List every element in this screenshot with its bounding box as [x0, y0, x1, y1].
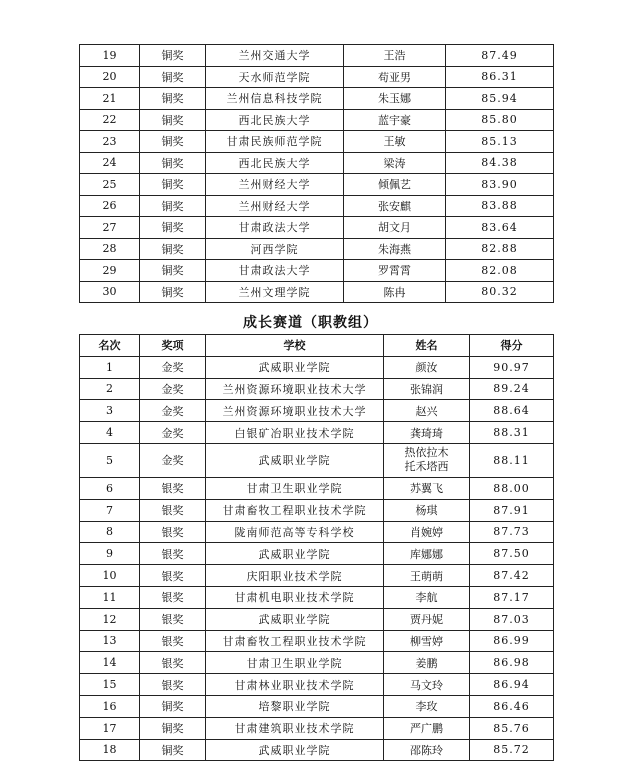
- cell-school: 庆阳职业技术学院: [206, 565, 384, 587]
- cell-score: 88.11: [470, 443, 554, 477]
- cell-award: 银奖: [140, 543, 206, 565]
- cell-award: 铜奖: [140, 260, 206, 282]
- cell-rank: 21: [80, 88, 140, 110]
- cell-award: 银奖: [140, 652, 206, 674]
- cell-school: 武威职业学院: [206, 739, 384, 761]
- table-row: [80, 739, 554, 761]
- cell-school: 甘肃畜牧工程职业技术学院: [206, 499, 384, 521]
- cell-name: 罗霄霄: [344, 260, 446, 282]
- cell-name: 杨琪: [384, 499, 470, 521]
- cell-score: 85.76: [470, 717, 554, 739]
- cell-name: 邵陈玲: [384, 739, 470, 761]
- cell-score: 86.94: [470, 674, 554, 696]
- cell-school: 兰州资源环境职业技术大学: [206, 400, 384, 422]
- section-title: 成长赛道（职教组）: [243, 315, 378, 331]
- cell-rank: 29: [80, 260, 140, 282]
- cell-rank: 1: [80, 356, 140, 378]
- cell-score: 86.46: [470, 695, 554, 717]
- cell-name: 张锦润: [384, 378, 470, 400]
- cell-school: 武威职业学院: [206, 443, 384, 477]
- cell-name: 蓝宇豪: [344, 109, 446, 131]
- cell-rank: 18: [80, 739, 140, 761]
- cell-school: 甘肃政法大学: [206, 260, 344, 282]
- cell-score: 85.80: [446, 109, 554, 131]
- cell-school: 兰州信息科技学院: [206, 88, 344, 110]
- cell-school: 甘肃卫生职业学院: [206, 652, 384, 674]
- table-row: [80, 174, 554, 196]
- table-row: [80, 152, 554, 174]
- cell-award: 金奖: [140, 400, 206, 422]
- cell-name-line: 托禾塔西: [404, 460, 449, 474]
- table-row: [80, 238, 554, 260]
- cell-score: 80.32: [446, 281, 554, 303]
- cell-school: 兰州交通大学: [206, 45, 344, 67]
- cell-school: 兰州资源环境职业技术大学: [206, 378, 384, 400]
- cell-award: 银奖: [140, 630, 206, 652]
- cell-rank: 2: [80, 378, 140, 400]
- cell-name: 柳雪婷: [384, 630, 470, 652]
- cell-school: 甘肃政法大学: [206, 217, 344, 239]
- cell-score: 88.00: [470, 477, 554, 499]
- cell-name: 胡文月: [344, 217, 446, 239]
- cell-award: 金奖: [140, 422, 206, 444]
- table-row: [80, 477, 554, 499]
- cell-score: 85.94: [446, 88, 554, 110]
- cell-school: 武威职业学院: [206, 356, 384, 378]
- cell-award: 铜奖: [140, 152, 206, 174]
- cell-rank: 27: [80, 217, 140, 239]
- cell-award: 铜奖: [140, 281, 206, 303]
- results-table-vocational: [79, 334, 554, 761]
- cell-name: 颜汝: [384, 356, 470, 378]
- cell-name: 李玫: [384, 695, 470, 717]
- cell-score: 82.88: [446, 238, 554, 260]
- cell-award: 铜奖: [140, 174, 206, 196]
- table-row: [80, 586, 554, 608]
- cell-score: 83.64: [446, 217, 554, 239]
- header-name: 姓名: [384, 335, 470, 357]
- cell-score: 87.50: [470, 543, 554, 565]
- cell-school: 甘肃林业职业技术学院: [206, 674, 384, 696]
- cell-score: 90.97: [470, 356, 554, 378]
- cell-rank: 25: [80, 174, 140, 196]
- cell-award: 金奖: [140, 378, 206, 400]
- cell-award: 银奖: [140, 499, 206, 521]
- cell-score: 86.99: [470, 630, 554, 652]
- cell-score: 88.31: [470, 422, 554, 444]
- table-row: [80, 499, 554, 521]
- cell-score: 82.08: [446, 260, 554, 282]
- cell-award: 铜奖: [140, 66, 206, 88]
- header-rank: 名次: [80, 335, 140, 357]
- table-row: [80, 260, 554, 282]
- cell-rank: 19: [80, 45, 140, 67]
- cell-rank: 6: [80, 477, 140, 499]
- cell-name: 王浩: [344, 45, 446, 67]
- header-score: 得分: [470, 335, 554, 357]
- cell-name: [384, 443, 470, 477]
- cell-award: 银奖: [140, 521, 206, 543]
- table-row: [80, 443, 554, 477]
- cell-name: 朱海燕: [344, 238, 446, 260]
- cell-school: 武威职业学院: [206, 543, 384, 565]
- cell-rank: 22: [80, 109, 140, 131]
- cell-school: 西北民族大学: [206, 152, 344, 174]
- cell-school: 培黎职业学院: [206, 695, 384, 717]
- cell-school: 兰州财经大学: [206, 195, 344, 217]
- table-row: [80, 717, 554, 739]
- cell-award: 铜奖: [140, 109, 206, 131]
- cell-name: 倾佩艺: [344, 174, 446, 196]
- cell-score: 88.64: [470, 400, 554, 422]
- cell-award: 银奖: [140, 608, 206, 630]
- table-row: [80, 45, 554, 67]
- cell-award: 银奖: [140, 586, 206, 608]
- cell-school: 河西学院: [206, 238, 344, 260]
- cell-name: 马文玲: [384, 674, 470, 696]
- table-row: [80, 131, 554, 153]
- table-row: [80, 356, 554, 378]
- cell-rank: 8: [80, 521, 140, 543]
- cell-award: 金奖: [140, 443, 206, 477]
- table-row: [80, 88, 554, 110]
- cell-rank: 20: [80, 66, 140, 88]
- header-school: 学校: [206, 335, 384, 357]
- cell-school: 甘肃畜牧工程职业技术学院: [206, 630, 384, 652]
- cell-rank: 17: [80, 717, 140, 739]
- cell-school: 天水师范学院: [206, 66, 344, 88]
- table-row: [80, 521, 554, 543]
- cell-name: 肖婉婷: [384, 521, 470, 543]
- table-row: [80, 109, 554, 131]
- cell-school: 西北民族大学: [206, 109, 344, 131]
- cell-name: 库娜娜: [384, 543, 470, 565]
- cell-name: 王敏: [344, 131, 446, 153]
- cell-school: 兰州文理学院: [206, 281, 344, 303]
- cell-rank: 28: [80, 238, 140, 260]
- cell-award: 铜奖: [140, 131, 206, 153]
- cell-rank: 24: [80, 152, 140, 174]
- cell-name: 陈冉: [344, 281, 446, 303]
- cell-rank: 10: [80, 565, 140, 587]
- cell-score: 85.13: [446, 131, 554, 153]
- cell-rank: 16: [80, 695, 140, 717]
- cell-rank: 9: [80, 543, 140, 565]
- cell-school: 甘肃民族师范学院: [206, 131, 344, 153]
- cell-score: 86.98: [470, 652, 554, 674]
- table-row: [80, 695, 554, 717]
- table-row: [80, 281, 554, 303]
- cell-score: 89.24: [470, 378, 554, 400]
- table-row: [80, 630, 554, 652]
- cell-school: 甘肃卫生职业学院: [206, 477, 384, 499]
- cell-score: 85.72: [470, 739, 554, 761]
- cell-name: 苏翼飞: [384, 477, 470, 499]
- cell-rank: 11: [80, 586, 140, 608]
- cell-school: 甘肃机电职业技术学院: [206, 586, 384, 608]
- cell-rank: 12: [80, 608, 140, 630]
- cell-name: 朱玉娜: [344, 88, 446, 110]
- table-row: [80, 195, 554, 217]
- cell-school: 陇南师范高等专科学校: [206, 521, 384, 543]
- table-row: [80, 652, 554, 674]
- table-row: [80, 543, 554, 565]
- table-row: [80, 608, 554, 630]
- cell-award: 金奖: [140, 356, 206, 378]
- cell-score: 87.73: [470, 521, 554, 543]
- table-row: [80, 66, 554, 88]
- table-row: [80, 217, 554, 239]
- cell-award: 银奖: [140, 674, 206, 696]
- cell-name: 龚琦琦: [384, 422, 470, 444]
- cell-rank: 30: [80, 281, 140, 303]
- table-row: [80, 674, 554, 696]
- cell-award: 铜奖: [140, 217, 206, 239]
- cell-award: 银奖: [140, 565, 206, 587]
- cell-name: 张安麒: [344, 195, 446, 217]
- cell-award: 铜奖: [140, 695, 206, 717]
- cell-score: 87.49: [446, 45, 554, 67]
- cell-name: 苟亚男: [344, 66, 446, 88]
- cell-score: 87.17: [470, 586, 554, 608]
- cell-school: 甘肃建筑职业技术学院: [206, 717, 384, 739]
- cell-award: 银奖: [140, 477, 206, 499]
- cell-school: 武威职业学院: [206, 608, 384, 630]
- cell-rank: 26: [80, 195, 140, 217]
- table-row: [80, 378, 554, 400]
- cell-award: 铜奖: [140, 195, 206, 217]
- table-row: [80, 565, 554, 587]
- cell-award: 铜奖: [140, 238, 206, 260]
- cell-name: 姜鹏: [384, 652, 470, 674]
- results-table-top-body: [80, 45, 554, 303]
- cell-score: 87.91: [470, 499, 554, 521]
- cell-award: 铜奖: [140, 739, 206, 761]
- table-row: [80, 400, 554, 422]
- cell-name: 李航: [384, 586, 470, 608]
- cell-award: 铜奖: [140, 45, 206, 67]
- cell-name: 赵兴: [384, 400, 470, 422]
- table-row: [80, 422, 554, 444]
- cell-name: 严广鹏: [384, 717, 470, 739]
- cell-school: 白银矿冶职业技术学院: [206, 422, 384, 444]
- header-award: 奖项: [140, 335, 206, 357]
- cell-rank: 3: [80, 400, 140, 422]
- cell-rank: 13: [80, 630, 140, 652]
- cell-score: 87.42: [470, 565, 554, 587]
- cell-name-line: 热依拉木: [404, 446, 449, 460]
- cell-name: 贾丹妮: [384, 608, 470, 630]
- results-table-vocational-body: [80, 356, 554, 761]
- cell-score: 83.88: [446, 195, 554, 217]
- cell-rank: 5: [80, 443, 140, 477]
- cell-score: 83.90: [446, 174, 554, 196]
- cell-rank: 7: [80, 499, 140, 521]
- cell-rank: 23: [80, 131, 140, 153]
- cell-award: 铜奖: [140, 717, 206, 739]
- cell-score: 84.38: [446, 152, 554, 174]
- results-table-top: [79, 44, 554, 303]
- cell-name: 王萌萌: [384, 565, 470, 587]
- cell-rank: 4: [80, 422, 140, 444]
- cell-score: 86.31: [446, 66, 554, 88]
- cell-score: 87.03: [470, 608, 554, 630]
- table-header-row: [80, 335, 554, 357]
- cell-name: 梁涛: [344, 152, 446, 174]
- cell-award: 铜奖: [140, 88, 206, 110]
- cell-rank: 15: [80, 674, 140, 696]
- cell-rank: 14: [80, 652, 140, 674]
- cell-school: 兰州财经大学: [206, 174, 344, 196]
